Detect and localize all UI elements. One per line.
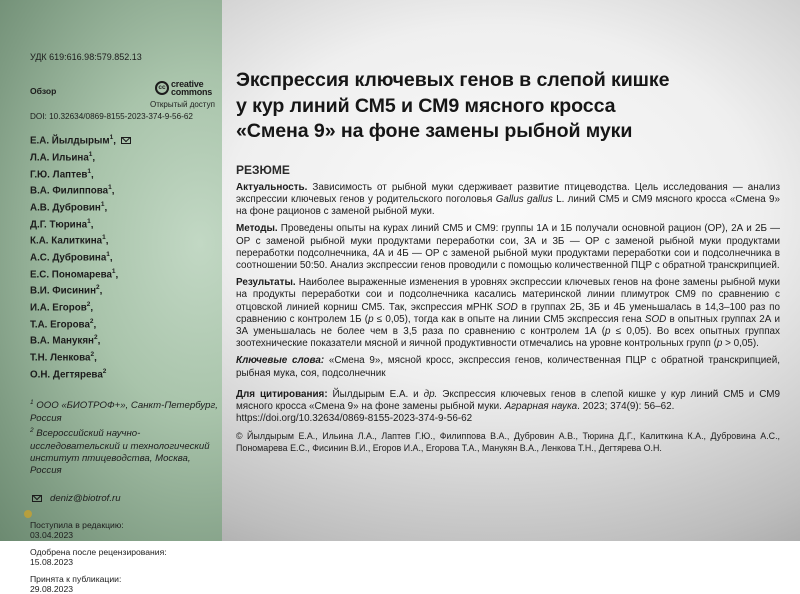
mail-icon [32, 495, 42, 502]
doi: DOI: 10.32634/0869-8155-2023-374-9-56-62 [30, 111, 193, 121]
author-item: Г.Ю. Лаптев$^1$, [30, 167, 94, 180]
author-item: Т.Н. Ленкова$^2$, [30, 351, 97, 364]
author-item: Л.А. Ильина$^1$, [30, 151, 96, 164]
author-item: В.И. Фисинин$^2$, [30, 284, 103, 297]
stamp-mark [24, 510, 32, 518]
cc-line1: creative [171, 78, 204, 89]
author-item: А.В. Дубровин$^1$, [30, 201, 108, 214]
cc-line2: commons [171, 86, 213, 97]
abstract-methods: Методы. Проведены опыты на курах линий СМ5 и СМ9: группы 1А и 1Б получали основной рацион (ОР), 2А и 2Б — ОР с заменой рыбной муки продуктами переработки сои, 3А и 3Б — ОР с заменой рыбной муки продуктами переработки подсолнечника, 4А и 4Б — ОР с заменой рыбной муки продуктами переработки сои и подсолнечника в соотношении 50:50. Анализ экспрессии генов проводили с помощью количественной ПЦР с обратной транскрипцией. [236, 223, 780, 271]
abstract-actuality: Актуальность. Зависимость от рыбной муки сдерживает развитие птицеводства. Цель исследования — анализ экспрессии ключевых генов у родительского поголовья Gallus gallus L. линий СМ5 и СМ9 мясного кросса «Смена 9» на фоне рационов с заменой рыбной муки. [236, 181, 780, 218]
mail-icon [121, 137, 131, 144]
article-main [236, 68, 780, 454]
article-title: Экспрессия ключевых генов в слепой кишке у кур линий СМ5 и СМ9 мясного кросса «Смена 9» на фоне замены рыбной муки [236, 69, 670, 143]
date-reviewed: Одобрена после рецензирования: 15.08.2023 [30, 546, 167, 568]
author-item: Т.А. Егорова$^2$, [30, 317, 97, 330]
affiliations [30, 397, 220, 477]
keywords: Ключевые слова: «Смена 9», мясной кросс, экспрессия генов, количественная ПЦР с обратной транскрипцией, рыбная мука, соя, подсолнечник [236, 355, 780, 379]
section-label: Обзор [30, 85, 57, 96]
publication-dates [30, 520, 222, 594]
cc-icon: cc [155, 81, 169, 95]
citation: Для цитирования: Йылдырым Е.А. и др. Экспрессия ключевых генов в слепой кишке у кур линий СМ5 и СМ9 мясного кросса «Смена 9» на фоне замены рыбной муки. Аграрная наука. 2023; 374(9): 56–62. https://doi.org/10.32634/0869-8155-2023-374-9-56-62 [236, 388, 780, 425]
udk-code: УДК 619:616.98:579.852.13 [30, 52, 142, 62]
author-item: В.А. Филиппова$^1$, [30, 184, 115, 197]
author-item: И.А. Егоров$^2$, [30, 301, 94, 314]
date-received: Поступила в редакцию: 03.04.2023 [30, 520, 124, 541]
section-row [30, 78, 222, 109]
contact-email[interactable]: deniz@biotrof.ru [50, 492, 121, 504]
author-item: А.С. Дубровина$^1$, [30, 251, 113, 264]
open-access-label: Открытый доступ [150, 99, 215, 109]
author-list [30, 131, 222, 381]
abstract-heading: РЕЗЮМЕ [236, 162, 290, 177]
author-item: Д.Г. Тюрина$^1$, [30, 217, 94, 230]
citation-doi-link[interactable]: https://doi.org/10.32634/0869-8155-2023-374-9-56-62 [236, 413, 473, 425]
author-item: О.Н. Дегтярева$^2$ [30, 367, 107, 381]
contact-email-row [30, 493, 222, 505]
creative-commons-logo [155, 80, 212, 96]
date-accepted: Принята к публикации: 29.08.2023 [30, 573, 122, 594]
affiliation-item: $^2$ Всероссийский научно-исследовательский и технологический институт птицеводства, Москва, Россия [30, 427, 210, 477]
author-item: К.А. Калиткина$^1$, [30, 234, 109, 247]
article-sidebar [0, 0, 222, 594]
abstract-results: Результаты. Наиболее выраженные изменения в уровнях экспрессии ключевых генов на фоне замены рыбной муки на продукты переработки сои и подсолнечника касались материнской линии плимутрок СМ9 по сравнению с отцовской линией корниш СМ5. Так, экспрессия мРНК SOD в группах 2Б, 3Б и 4Б уменьшалась в 14,3–100 раз по сравнению с контролем 1Б (p ≤ 0,05), тогда как в опыте на линии СМ5 экспрессия гена SOD в опытных группах 2А и 3А уменьшалась не более чем в 3,5 раза по сравнению с контролем 1А (p ≤ 0,05). Во всех опытных группах зоотехнические показатели мясной и яичной продуктивности отмечались на уровне контрольных групп (p > 0,05). [236, 277, 781, 350]
author-item: Е.А. Йылдырым$^1$, [30, 131, 222, 148]
copyright: © Йылдырым Е.А., Ильина Л.А., Лаптев Г.Ю., Филиппова В.А., Дубровин А.В., Тюрина Д.Г., Калиткина К.А., Дубровина А.С., Пономарева Е.С., Фисинин В.И., Егоров И.А., Егорова Т.А., Манукян В.А., Ленкова Т.Н., Дегтярева О.Н. [236, 431, 780, 453]
affiliation-item: $^1$ ООО «БИОТРОФ+», Санкт-Петербург, Россия [30, 399, 218, 424]
author-item: Е.С. Пономарева$^1$, [30, 267, 119, 280]
author-item: В.А. Манукян$^2$, [30, 334, 101, 347]
